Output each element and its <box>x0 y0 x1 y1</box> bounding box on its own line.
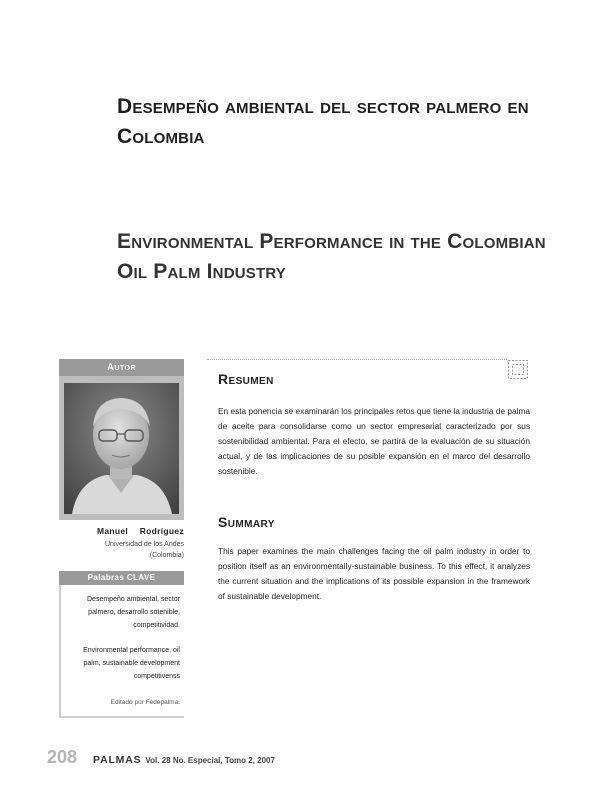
photo-frame <box>59 376 184 520</box>
author-name: Manuel Rodríguez <box>97 526 184 536</box>
keywords-english: Environmental performance, oil palm, sustainable development competitivenss <box>83 647 180 680</box>
resumen-paragraph: En esta ponencia se examinarán los principales retos que tiene la industria de palma de aceite para consolidarse como un sector empresarial caracterizado por sus sostenibilidad ambiental. Para el efecto, se partirá de la evaluación de su situación actual, y de las implicaciones de su posible expansión en el marco del desarrollo sostenible. <box>218 406 530 476</box>
page-footer <box>47 747 275 768</box>
author-header: Autor <box>59 359 184 376</box>
summary-paragraph: This paper examines the main challenges facing the oil palm industry in order to position itself as an environmentally-sustainable business. To this effect, it analyzes the current situation and the implications of its possible expansion in the framework of sustainable development. <box>218 546 530 601</box>
author-sidebar <box>59 359 184 718</box>
author-block <box>59 520 184 571</box>
journal-name: PALMAS <box>93 754 142 766</box>
resumen-heading: Resumen <box>218 371 274 387</box>
author-photo <box>64 383 179 514</box>
author-affiliation <box>59 539 184 561</box>
spanish-title: Desempeño ambiental del sector palmero en Colombia <box>117 95 529 148</box>
issue-info: Vol. 28 No. Especial, Tomo 2, 2007 <box>145 756 275 765</box>
corner-ornament-icon <box>507 359 529 380</box>
affiliation-university: Universidad de los Andes <box>105 541 184 548</box>
author-portrait-image <box>64 383 179 514</box>
keywords-box <box>59 585 184 689</box>
english-title: Environmental Performance in the Colombian Oil Palm Industry <box>117 230 546 283</box>
affiliation-country: (Colombia) <box>149 552 184 559</box>
section-divider <box>207 359 507 360</box>
page-number: 208 <box>47 747 78 767</box>
keywords-spanish: Desempeño ambiental, sector palmero, desarrollo sotenible, competitividad. <box>87 596 180 629</box>
keywords-header: Palabras CLAVE <box>59 571 184 585</box>
edited-by-note: Editado por Fedepalma. <box>59 689 184 718</box>
summary-heading: Summary <box>218 514 275 530</box>
